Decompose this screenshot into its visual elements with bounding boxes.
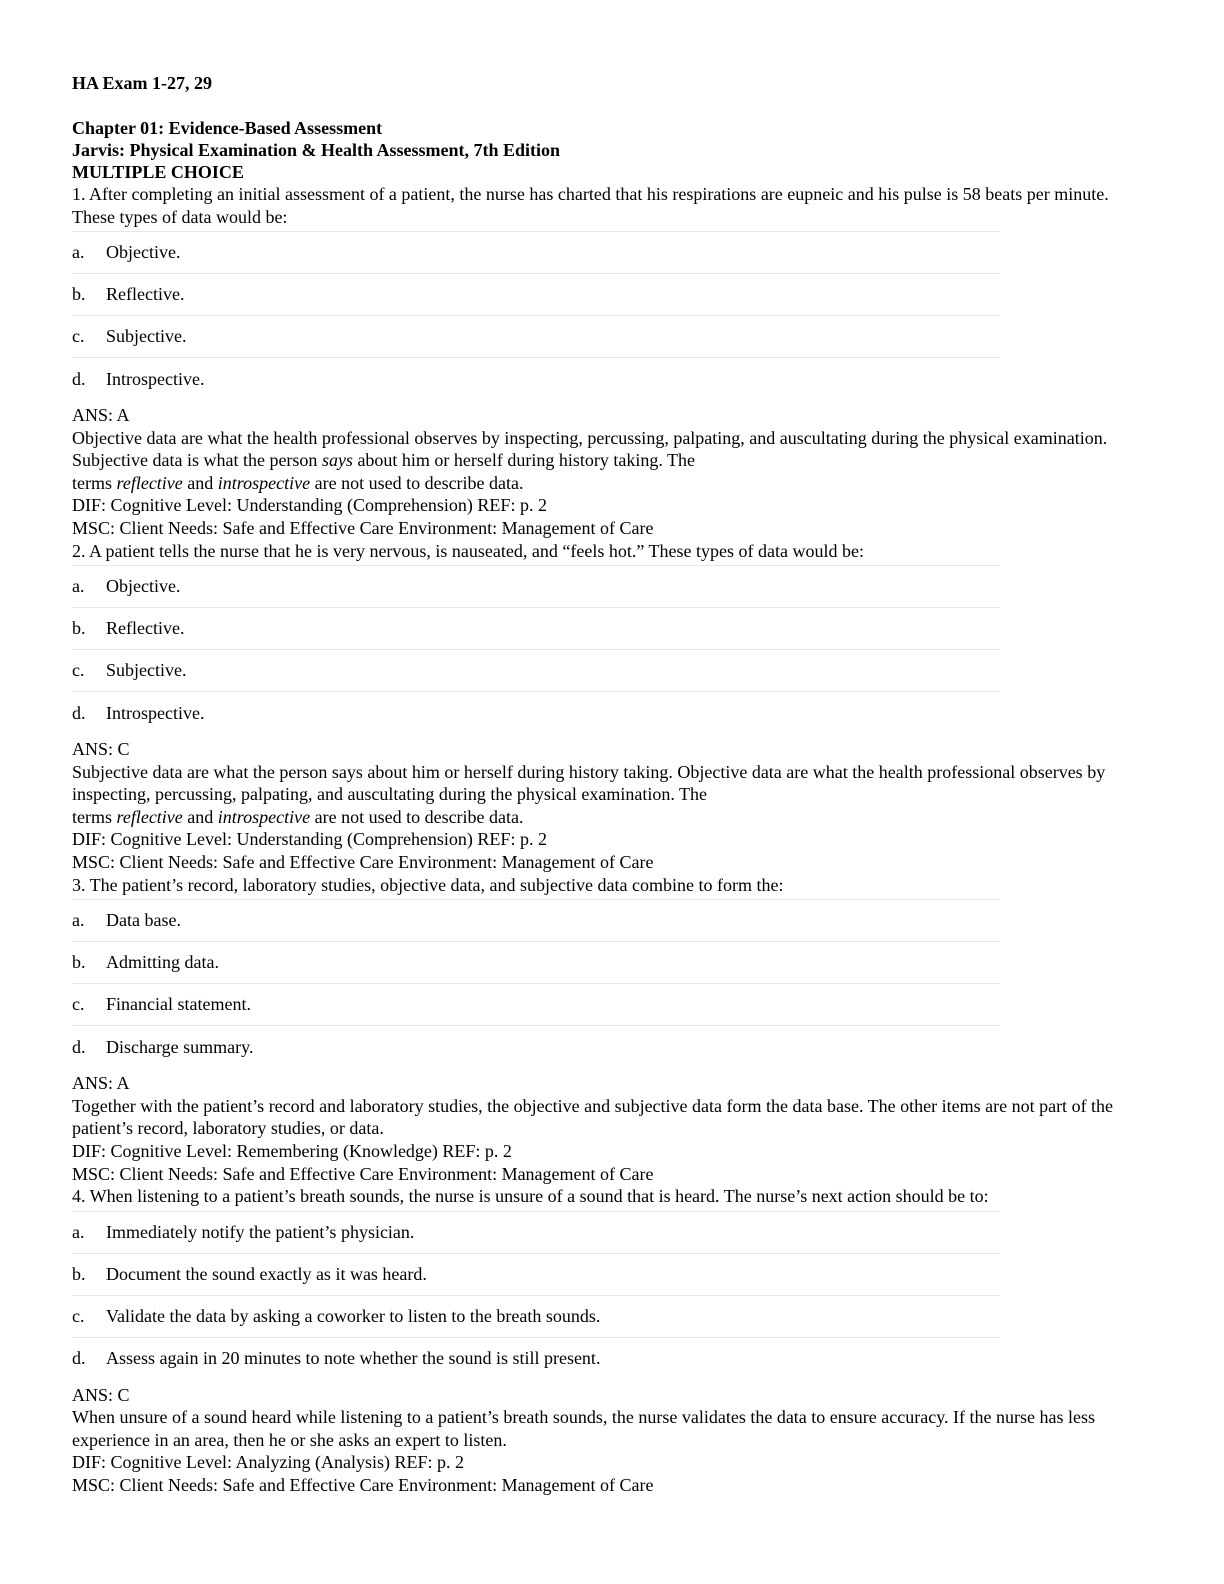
option-letter: c. bbox=[72, 660, 85, 681]
option-text: Discharge summary. bbox=[106, 1036, 254, 1057]
option-letter: c. bbox=[72, 1305, 85, 1326]
option-text: Reflective. bbox=[106, 284, 185, 304]
question-block bbox=[72, 540, 1152, 874]
question-block bbox=[72, 183, 1152, 540]
rationale-text: and bbox=[182, 806, 218, 827]
option-text: Subjective. bbox=[106, 660, 187, 681]
question-block bbox=[72, 874, 1152, 1185]
answer-key: ANS: C bbox=[72, 1384, 130, 1405]
client-needs-line: MSC: Client Needs: Safe and Effective Care Environment: Management of Care bbox=[72, 517, 654, 538]
option-row bbox=[72, 358, 1000, 400]
option-text: Objective. bbox=[106, 576, 181, 597]
option-letter: d. bbox=[72, 1036, 86, 1057]
rationale-emphasis: reflective bbox=[116, 806, 183, 827]
document-title: HA Exam 1-27, 29 bbox=[72, 73, 213, 93]
client-needs-line: MSC: Client Needs: Safe and Effective Care Environment: Management of Care bbox=[72, 1163, 654, 1184]
option-row bbox=[72, 232, 1000, 274]
difficulty-line: DIF: Cognitive Level: Understanding (Comprehension) REF: p. 2 bbox=[72, 829, 547, 850]
rationale-text: are not used to describe data. bbox=[310, 806, 524, 827]
rationale-emphasis: introspective bbox=[217, 806, 311, 827]
rationale bbox=[72, 427, 1152, 495]
option-list bbox=[72, 1211, 1000, 1380]
option-row bbox=[72, 984, 1000, 1026]
question-stem: 1. After completing an initial assessment of a patient, the nurse has charted that his respirations are eupneic and his pulse is 58 beats per minute. These types of data would be: bbox=[72, 184, 1109, 227]
option-row bbox=[72, 274, 1000, 316]
option-row bbox=[72, 1254, 1000, 1296]
option-letter: d. bbox=[72, 702, 86, 723]
rationale bbox=[72, 761, 1152, 829]
rationale-text: Objective data are what the health professional observes by inspecting, percussing, palpating, and auscultating during the physical examination. Subjective data is what the person bbox=[72, 427, 1108, 471]
rationale-emphasis: says bbox=[321, 450, 353, 471]
option-letter: a. bbox=[72, 1221, 85, 1242]
option-letter: b. bbox=[72, 1263, 86, 1284]
option-text: Data base. bbox=[106, 910, 181, 931]
option-letter: b. bbox=[72, 284, 86, 304]
option-row bbox=[72, 608, 1000, 650]
answer-key: ANS: A bbox=[72, 1073, 130, 1094]
option-text: Validate the data by asking a coworker to listen to the breath sounds. bbox=[106, 1305, 601, 1326]
client-needs-line: MSC: Client Needs: Safe and Effective Care Environment: Management of Care bbox=[72, 1474, 654, 1495]
rationale-emphasis: reflective bbox=[116, 472, 183, 493]
option-letter: b. bbox=[72, 952, 86, 973]
option-text: Introspective. bbox=[106, 702, 205, 723]
option-letter: c. bbox=[72, 994, 85, 1015]
option-row bbox=[72, 650, 1000, 692]
option-row bbox=[72, 692, 1000, 734]
option-list bbox=[72, 899, 1000, 1068]
option-text: Assess again in 20 minutes to note whether the sound is still present. bbox=[106, 1348, 601, 1369]
question-block bbox=[72, 1185, 1152, 1496]
option-text: Admitting data. bbox=[106, 952, 219, 973]
question-stem: 4. When listening to a patient’s breath sounds, the nurse is unsure of a sound that is heard. The nurse’s next action should be to: bbox=[72, 1186, 989, 1207]
answer-key: ANS: C bbox=[72, 739, 130, 760]
option-row bbox=[72, 1026, 1000, 1068]
rationale-text: Together with the patient’s record and laboratory studies, the objective and subjective data form the data base. The other items are not part of the patient’s record, laboratory studies, or data. bbox=[72, 1095, 1114, 1139]
difficulty-line: DIF: Cognitive Level: Understanding (Comprehension) REF: p. 2 bbox=[72, 495, 547, 516]
rationale-text: terms bbox=[72, 806, 117, 827]
rationale-text: and bbox=[182, 472, 218, 493]
rationale-text: are not used to describe data. bbox=[310, 472, 524, 493]
option-row bbox=[72, 1296, 1000, 1338]
rationale-text: Subjective data are what the person says about him or herself during history taking. Objective data are what the health professional observes by inspecting, percussing, palpating, and auscultating during the physical examination. The bbox=[72, 761, 1106, 805]
document-page bbox=[72, 72, 1152, 1497]
option-row bbox=[72, 316, 1000, 358]
answer-key: ANS: A bbox=[72, 405, 130, 425]
rationale-text: about him or herself during history taking. The bbox=[352, 450, 696, 471]
option-letter: d. bbox=[72, 368, 86, 389]
option-row bbox=[72, 566, 1000, 608]
option-row bbox=[72, 900, 1000, 942]
option-letter: c. bbox=[72, 326, 85, 346]
option-list bbox=[72, 231, 1000, 400]
option-row bbox=[72, 1212, 1000, 1254]
option-text: Immediately notify the patient’s physician. bbox=[106, 1221, 415, 1242]
section-heading: MULTIPLE CHOICE bbox=[72, 162, 244, 182]
option-text: Introspective. bbox=[106, 368, 205, 389]
book-heading: Jarvis: Physical Examination & Health Assessment, 7th Edition bbox=[72, 140, 561, 160]
option-text: Subjective. bbox=[106, 326, 187, 346]
question-stem: 2. A patient tells the nurse that he is very nervous, is nauseated, and “feels hot.” These types of data would be: bbox=[72, 540, 864, 561]
option-text: Document the sound exactly as it was heard. bbox=[106, 1263, 427, 1284]
chapter-heading: Chapter 01: Evidence-Based Assessment bbox=[72, 118, 383, 138]
option-text: Objective. bbox=[106, 242, 181, 262]
option-row bbox=[72, 942, 1000, 984]
client-needs-line: MSC: Client Needs: Safe and Effective Care Environment: Management of Care bbox=[72, 852, 654, 873]
option-letter: d. bbox=[72, 1348, 86, 1369]
option-text: Reflective. bbox=[106, 618, 185, 639]
rationale bbox=[72, 1406, 1152, 1451]
difficulty-line: DIF: Cognitive Level: Remembering (Knowledge) REF: p. 2 bbox=[72, 1140, 512, 1161]
option-letter: b. bbox=[72, 618, 86, 639]
option-text: Financial statement. bbox=[106, 994, 251, 1015]
option-list bbox=[72, 565, 1000, 734]
rationale-emphasis: introspective bbox=[217, 472, 311, 493]
question-stem: 3. The patient’s record, laboratory studies, objective data, and subjective data combine to form the: bbox=[72, 874, 784, 895]
option-letter: a. bbox=[72, 910, 85, 931]
option-letter: a. bbox=[72, 242, 85, 262]
option-row bbox=[72, 1338, 1000, 1380]
option-letter: a. bbox=[72, 576, 85, 597]
rationale-text: terms bbox=[72, 472, 117, 493]
rationale bbox=[72, 1095, 1152, 1140]
rationale-text: When unsure of a sound heard while listening to a patient’s breath sounds, the nurse validates the data to ensure accuracy. If the nurse has less experience in an area, then he or she asks an expert to listen. bbox=[72, 1407, 1096, 1450]
difficulty-line: DIF: Cognitive Level: Analyzing (Analysis) REF: p. 2 bbox=[72, 1452, 464, 1473]
